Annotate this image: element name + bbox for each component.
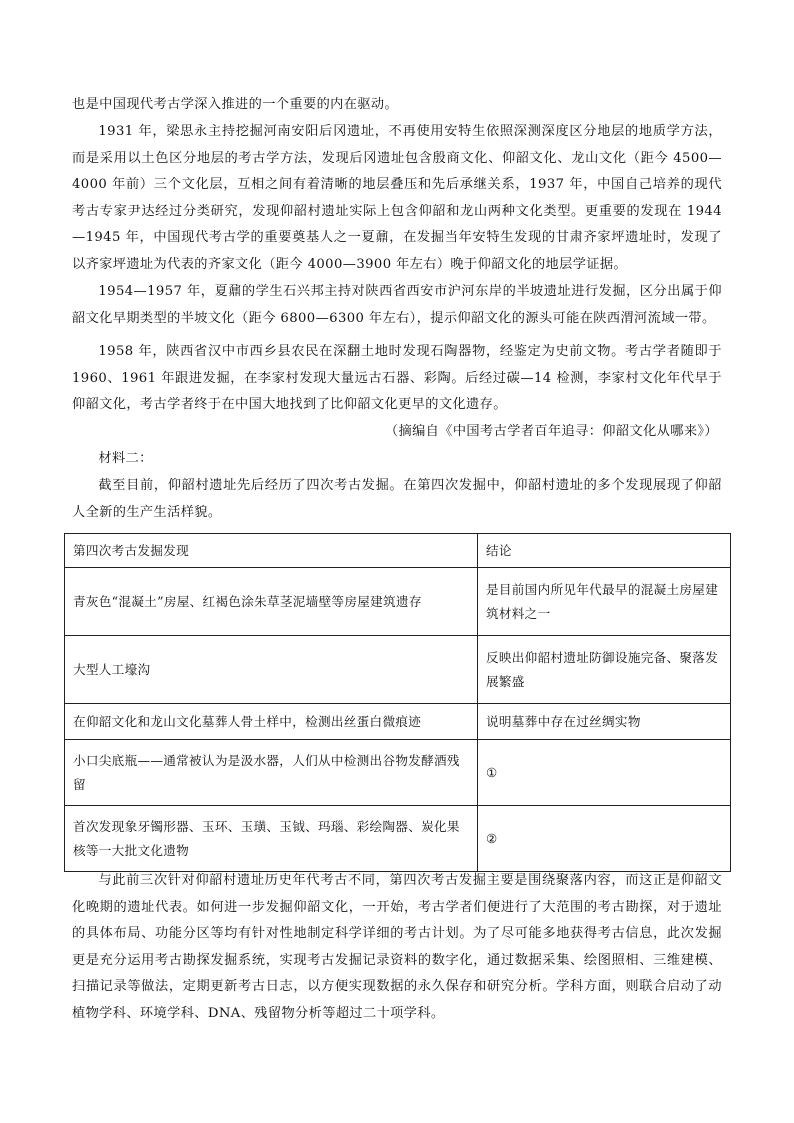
material-2-label: 材料二： [98,451,153,466]
table-cell-finding: 首次发现象牙镯形器、玉环、玉璜、玉钺、玛瑙、彩绘陶器、炭化果核等一大批文化遗物 [65,806,478,872]
source-citation: （摘编自《中国考古学者百年追寻：仰韶文化从哪来》） [384,424,718,439]
table-row [65,806,731,872]
table-row [65,740,731,806]
paragraph-fourth-excavation: 与此前三次针对仰韶村遗址历史年代考古不同，第四次考古发掘主要是围绕聚落内容，而这正是仰韶文化晚期的遗址代表。如何进一步发掘仰韶文化，一开始，考古学者们便进行了大范围的考古勘探，对于遗址的具体布局、功能分区等均有针对性地制定科学详细的考古计划。为了尽可能多地获得考古信息，此次发掘更是充分运用考古勘探发掘系统，实现考古发掘记录资料的数字化，通过数据采集、绘图照相、三维建模、扫描记录等做法，定期更新考古日志，以方便实现数据的永久保存和研究分析。学科方面，则联合启动了动植物学科、环境学科、DNA、残留物分析等超过二十项学科。 [72,873,722,1021]
table-header-row [65,534,731,568]
table-cell-finding: 大型人工壕沟 [65,636,478,704]
findings-table [64,533,731,872]
table-cell-conclusion: 说明墓葬中存在过丝绸实物 [478,704,731,740]
paragraph-1958: 1958 年，陕西省汉中市西乡县农民在深翻土地时发现石陶器物，经鉴定为史前文物。考古学者随即于 1960、1961 年跟进发掘，在李家村发现大量远古石器、彩陶。后经过碳—14 检测，李家村文化年代早于仰韶文化，考古学者终于在中国大地找到了比仰韶文化更早的文化遗存。 [72,344,722,413]
table-row [65,636,731,704]
paragraph-1954: 1954—1957 年，夏鼐的学生石兴邦主持对陕西省西安市沪河东岸的半坡遗址进行发掘，区分出属于仰韶文化早期类型的半坡文化（距今 6800—6300 年左右），提示仰韶文化的源头可能在陕西渭河流域一带。 [72,284,722,326]
paragraph-continuation: 也是中国现代考古学深入推进的一个重要的内在驱动。 [72,97,399,112]
table-cell-conclusion: 反映出仰韶村遗址防御设施完备、聚落发展繁盛 [478,636,731,704]
paragraph-material-2-intro: 截至目前，仰韶村遗址先后经历了四次考古发掘。在第四次发掘中，仰韶村遗址的多个发现展现了仰韶人全新的生产生活样貌。 [72,478,722,520]
table-cell-finding: 青灰色“混凝土”房屋、红褐色涂朱草茎泥墙壁等房屋建筑遗存 [65,568,478,636]
table-cell-answer-blank-2: ② [478,806,731,872]
table-cell-conclusion: 是目前国内所见年代最早的混凝土房屋建筑材料之一 [478,568,731,636]
table-header-findings: 第四次考古发掘发现 [65,534,478,568]
table-header-conclusion: 结论 [478,534,731,568]
paragraph-1931: 1931 年，梁思永主持挖掘河南安阳后冈遗址，不再使用安特生依照深测深度区分地层的地质学方法，而是采用以土色区分地层的考古学方法，发现后冈遗址包含殷商文化、仰韶文化、龙山文化（距今 4500—4000 年前）三个文化层，互相之间有着清晰的地层叠压和先后承继关系，1937 年，中国自己培养的现代考古专家尹达经过分类研究，发现仰韶村遗址实际上包含仰韶和龙山两种文化类型。更重要的发现在 1944—1945 年，中国现代考古学的重要奠基人之一夏鼐，在发掘当年安特生发现的甘肃齐家坪遗址时，发现了以齐家坪遗址为代表的齐家文化（距今 4000—3900 年左右）晚于仰韶文化的地层学证据。 [72,124,722,272]
table-cell-answer-blank-1: ① [478,740,731,806]
table-cell-finding: 小口尖底瓶——通常被认为是汲水器，人们从中检测出谷物发酵酒残留 [65,740,478,806]
table-cell-finding: 在仰韶文化和龙山文化墓葬人骨土样中，检测出丝蛋白微痕迹 [65,704,478,740]
table-row [65,568,731,636]
table-row [65,704,731,740]
